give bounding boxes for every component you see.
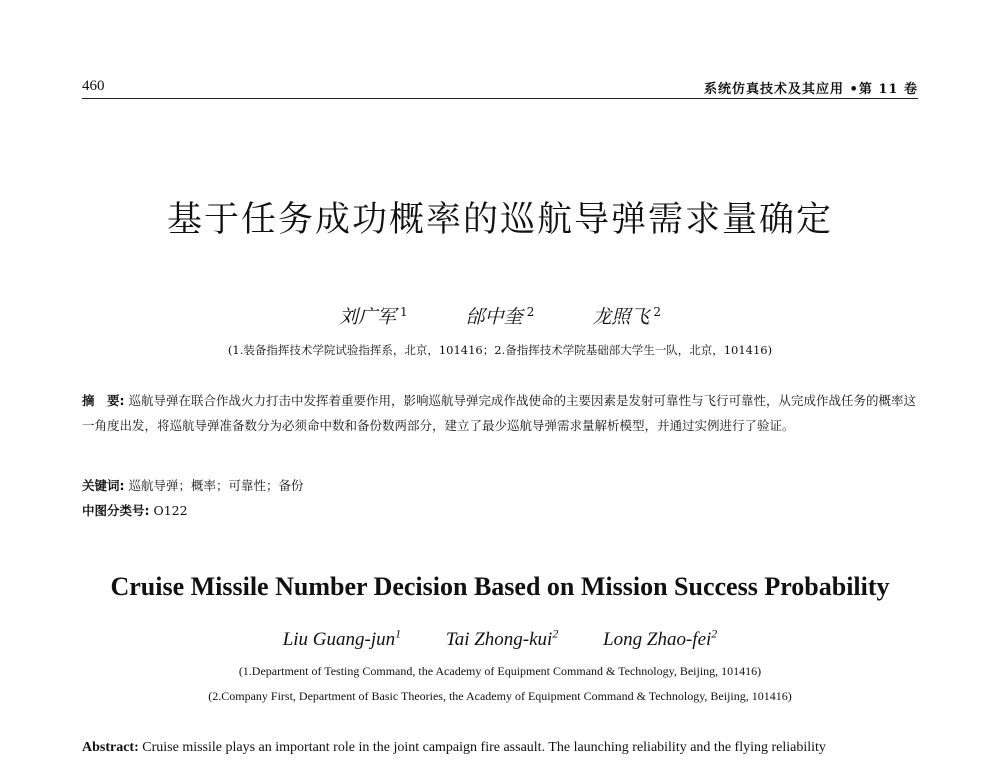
author-cn-3: 龙照飞 $^2$ xyxy=(592,304,662,328)
author-en-1: Liu Guang-jun$^1$ xyxy=(282,627,402,651)
clc-value: O122 xyxy=(153,503,188,518)
author-en-3: Long Zhao-fei$^2$ xyxy=(603,627,718,651)
abstract-text-cn: 巡航导弹在联合作战火力打击中发挥着重要作用，影响巡航导弹完成作战使命的主要因素是发射可靠性与飞行可靠性，从完成作战任务的概率这一角度出发，将巡航导弹准备数分为必须命中数和备份数两部分，建立了最少巡航导弹需求量解析模型，并通过实例进行了验证。 xyxy=(82,393,916,433)
page-number: 460 xyxy=(82,78,105,94)
english-abstract xyxy=(82,740,918,756)
clc-label: 中图分类号: xyxy=(82,503,150,518)
chinese-title: 基于任务成功概率的巡航导弹需求量确定 xyxy=(166,200,833,240)
chinese-affiliation: (1.装备指挥技术学院试验指挥系，北京，101416；2.备指挥技术学院基础部大学生一队，北京，101416) xyxy=(227,343,773,357)
chinese-authors xyxy=(0,302,1000,329)
classification-number xyxy=(82,501,188,519)
chinese-keywords xyxy=(82,476,304,494)
author-en-2: Tai Zhong-kui$^2$ xyxy=(445,627,559,651)
english-affiliation-2: (2.Company First, Department of Basic Theories, the Academy of Equipment Command & Technology, Beijing, 101416) xyxy=(208,689,792,703)
english-affiliation-1: (1.Department of Testing Command, the Academy of Equipment Command & Technology, Beijing, 101416) xyxy=(238,664,762,678)
abstract-label-en: Abstract: xyxy=(82,740,139,755)
keywords-label-cn: 关键词: xyxy=(82,478,125,493)
author-cn-1: 刘广军 $^1$ xyxy=(338,304,408,328)
keywords-text-cn: 巡航导弹；概率；可靠性；备份 xyxy=(128,478,304,493)
journal-header: 系统仿真技术及其应用 •第 11 卷 xyxy=(704,82,918,97)
abstract-label-cn: 摘 要: xyxy=(82,393,125,408)
english-title: Cruise Missile Number Decision Based on Mission Success Probability xyxy=(110,572,890,601)
chinese-abstract xyxy=(82,388,918,438)
abstract-text-en: Cruise missile plays an important role in the joint campaign fire assault. The launching reliability and the flying reliability xyxy=(142,740,826,755)
english-authors xyxy=(0,627,1000,651)
header-rule xyxy=(82,98,918,99)
author-cn-2: 邰中奎 $^2$ xyxy=(465,304,535,328)
